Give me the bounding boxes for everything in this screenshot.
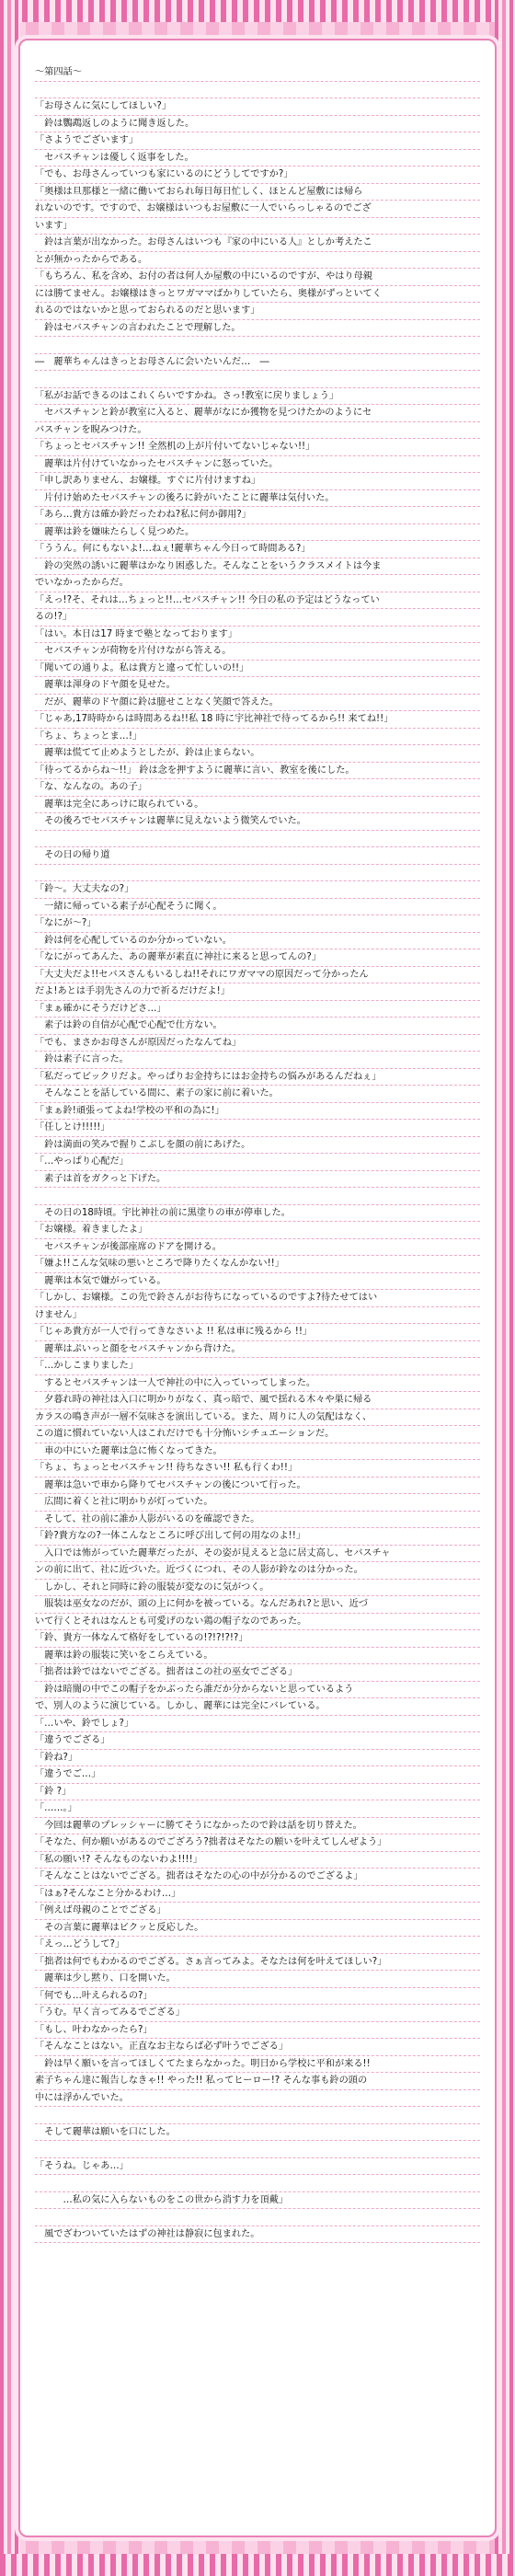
story-line: そして麗華は願いを口にした。	[35, 2124, 480, 2142]
story-line: けません」	[35, 1307, 480, 1325]
story-line: るの!?」	[35, 609, 480, 627]
story-line: 「でも、まさかお母さんが原因だったなんてね」	[35, 1035, 480, 1052]
story-line: います」	[35, 218, 480, 236]
story-line: 麗華は片付けていなかったセバスチャンに怒っていた。	[35, 456, 480, 474]
bottom-decorative-band	[0, 2554, 515, 2576]
blank-line	[35, 831, 480, 848]
story-line: 「お母さんに気にしてほしい?」	[35, 98, 480, 116]
story-line: 「ちょっとセバスチャン!! 全然机の上が片付いてないじゃない!!」	[35, 439, 480, 456]
story-line: 「えっ!?そ、それは…ちょっと!!…セバスチャン!! 今日の私の予定はどうなってい	[35, 592, 480, 610]
story-line: 「うむ。早く言ってみるでござる」	[35, 2005, 480, 2022]
story-line: 「なにがってあんた、あの麗華が素直に神社に来ると思ってんの?」	[35, 949, 480, 967]
story-line: 一緒に帰っている素子が心配そうに聞く。	[35, 899, 480, 916]
story-line: 車の中にいた麗華は急に怖くなってきた。	[35, 1443, 480, 1461]
story-line: 「違うでご…」	[35, 1766, 480, 1784]
story-line: ― 麗華ちゃんはきっとお母さんに会いたいんだ… ―	[35, 354, 480, 372]
story-line: 「奥様は旦那様と一緒に働いておられ毎日毎日忙しく、ほとんど屋敷には帰ら	[35, 184, 480, 201]
story-line: 中には浮かんでいた。	[35, 2090, 480, 2108]
story-line: 「鈴 ?」	[35, 1784, 480, 1801]
blank-line	[35, 337, 480, 354]
story-line: その日の18時頃。宇比神社の前に黒塗りの車が停車した。	[35, 1205, 480, 1223]
story-line: れるのではないかと思っておられるのだと思います」	[35, 303, 480, 320]
story-line: 鈴は素子に言った。	[35, 1052, 480, 1069]
story-line: 「そんなことはないでござる。拙者はそなたの心の中が分かるのでござるよ」	[35, 1869, 480, 1886]
story-line: 「私がお話できるのはこれくらいですかね。さっ!教室に戻りましょう」	[35, 388, 480, 406]
story-line: 「ちょ、ちょっとま…!」	[35, 729, 480, 746]
story-line: 麗華は完全にあっけに取られている。	[35, 797, 480, 814]
story-line: 「お嬢様。着きましたよ」	[35, 1222, 480, 1239]
story-line: 「じゃあ,17時時からは時間あるね!!私 18 時に宇比神社で待ってるから!! 来てね!!」	[35, 711, 480, 729]
story-line: 「なにが〜?」	[35, 915, 480, 933]
story-line: 「ちょ、ちょっとセバスチャン!! 待ちなさい!! 私も行くわ!!」	[35, 1460, 480, 1478]
story-line: 入口では怖がっていた麗華だったが、その姿が見えると急に居丈高し、セバスチャ	[35, 1546, 480, 1563]
story-line: 「大丈夫だよ!!セバスさんもいるしね!!それにワガママの原因だって分かったん	[35, 967, 480, 984]
story-line: するとセバスチャンは一人で神社の中に入っていってしまった。	[35, 1375, 480, 1393]
story-line: 服装は巫女なのだが、頭の上に何かを被っている。なんだあれ?と思い、近づ	[35, 1596, 480, 1614]
blank-line	[35, 1188, 480, 1205]
story-line: 鈴は鸚鵡返しのように聞き返した。	[35, 116, 480, 133]
story-line: その後ろでセバスチャンは麗華に見えないよう微笑んでいた。	[35, 813, 480, 831]
story-line: で、別人のように演じている。しかし、麗華には完全にバレている。	[35, 1698, 480, 1716]
story-line: 「違うでござる」	[35, 1732, 480, 1750]
story-line: 「ううん。何にもないよ!…ねぇ!麗華ちゃん今日って時間ある?」	[35, 541, 480, 558]
story-line: 鈴の突然の誘いに麗華はかなり困惑した。そんなことをいうクラスメイトは今ま	[35, 558, 480, 576]
story-line: 「…やっぱり心配だ」	[35, 1154, 480, 1171]
story-line: 麗華はぷいっと顔をセバスチャンから背けた。	[35, 1341, 480, 1359]
story-line: 「嫌よ!!こんな気味の悪いところで降りたくなんかない!!」	[35, 1256, 480, 1273]
blank-line	[35, 2175, 480, 2192]
left-decorative-stripe	[0, 0, 20, 2576]
story-line: 鈴は何を心配しているのか分かっていない。	[35, 933, 480, 950]
story-line: セバスチャンは優しく返事をした。	[35, 150, 480, 167]
story-line: この道に慣れていない人はこれだけでも十分怖いシチュエーションだ。	[35, 1426, 480, 1443]
story-line: 「鈴、貴方一体なんて格好をしているの!?!?!?!?」	[35, 1630, 480, 1648]
story-line: だよ!あとは手羽先さんの力で祈るだけだよ!」	[35, 983, 480, 1001]
story-line: その日の帰り道	[35, 847, 480, 865]
story-line: れないのです。ですので、お嬢様はいつもお屋敷に一人でいらっしゃるのでござ	[35, 201, 480, 218]
story-line: セバスチャンが後部座席のドアを開ける。	[35, 1239, 480, 1257]
story-line: 「私の願い!? そんなものないわよ!!!!」	[35, 1852, 480, 1869]
story-line: ンの前に出て、社に近づいた。近づくにつれ、その人影が鈴なのは分かった。	[35, 1562, 480, 1580]
story-line: 素子は首をガクっと下げた。	[35, 1171, 480, 1189]
story-line: 素子は鈴の自信が心配で心配で仕方ない。	[35, 1018, 480, 1035]
story-line: 「私だってビックリだよ。やっぱりお金持ちにはお金持ちの悩みがあるんだねぇ」	[35, 1069, 480, 1087]
story-line: そんなことを話している間に、素子の家に前に着いた。	[35, 1086, 480, 1103]
story-line: 「まぁ鈴!頑張ってよね!学校の平和の為に!」	[35, 1103, 480, 1121]
story-line: 「……。」	[35, 1800, 480, 1818]
blank-line	[35, 865, 480, 882]
story-line: …私の気に入らないものをこの世から消す力を頂戴」	[35, 2192, 480, 2210]
story-line: 麗華は鈴を嫌味たらしく見つめた。	[35, 524, 480, 542]
story-line: には勝てません。お嬢様はきっとワガママばかりしていたら、奥様がずっといてく	[35, 286, 480, 304]
story-line: 鈴は言葉が出なかった。お母さんはいつも『家の中にいる人』としか考えたこ	[35, 235, 480, 252]
story-line: 「聞いての通りよ。私は貴方と違って忙しいの!!」	[35, 661, 480, 678]
story-line: 麗華は急いで車から降りてセバスチャンの後について行った。	[35, 1478, 480, 1495]
blank-line	[35, 2141, 480, 2158]
story-line: 「もちろん、私を含め、お付の者は何人か屋敷の中にいるのですが、やはり母親	[35, 269, 480, 286]
story-line: とが無かったからである。	[35, 252, 480, 270]
story-line: 夕暮れ時の神社は入口に明かりがなく、真っ暗で、風で揺れる木々や巣に帰る	[35, 1392, 480, 1409]
story-line: 「拙者は鈴ではないでござる。拙者はこの社の巫女でござる」	[35, 1664, 480, 1682]
story-line: 「拙者は何でもわかるのでござる。さぁ言ってみよ。そなたは何を叶えてほしい?」	[35, 1954, 480, 1972]
story-line: 鈴は早く願いを言ってほしくてたまらなかった。明日から学校に平和が来る!!	[35, 2056, 480, 2074]
blank-line	[35, 2107, 480, 2124]
story-line: しかし、それと同時に鈴の服装が変なのに気がつく。	[35, 1580, 480, 1597]
story-line: 「えっ…どうして?」	[35, 1937, 480, 1954]
story-line: 鈴は満面の笑みで握りこぶしを顔の前にあげた。	[35, 1137, 480, 1155]
story-line: 鈴はセバスチャンの言われたことで理解した。	[35, 320, 480, 338]
story-line: 「そなた、何か願いがあるのでござろう?拙者はそなたの願いを叶えてしんぜよう」	[35, 1834, 480, 1852]
story-line: 「鈴ね?」	[35, 1750, 480, 1767]
story-line: 「でも、お母さんっていつも家にいるのにどうしてですか?」	[35, 167, 480, 184]
story-line: 「しかし、お嬢様。この先で鈴さんがお待ちになっているのですよ?待たせてはい	[35, 1290, 480, 1307]
story-line: 「はい。本日は17 時まで塾となっております」	[35, 627, 480, 644]
blank-line	[35, 82, 480, 99]
story-line: そして、社の前に誰か人影がいるのを確認できた。	[35, 1512, 480, 1529]
blank-line	[35, 2209, 480, 2226]
story-line: セバスチャンと鈴が教室に入ると、麗華がなにか獲物を見つけたかのようにセ	[35, 405, 480, 422]
story-line: 麗華は本気で嫌がっている。	[35, 1273, 480, 1291]
story-line: 素子ちゃん達に報告しなきゃ!! やった!! 私ってヒーロー!? そんな事も鈴の頭の	[35, 2073, 480, 2090]
story-line: 今回は麗華のプレッシャーに勝てそうになかったので鈴は話を切り替えた。	[35, 1818, 480, 1835]
story-line: だが、麗華のドヤ顔に鈴は臆せことなく笑顔で答えた。	[35, 695, 480, 712]
story-line: 「じゃあ貴方が一人で行ってきなさいよ !! 私は車に残るから !!」	[35, 1324, 480, 1341]
story-line: カラスの鳴き声が一層不気味さを演出している。また、周りに人の気配はなく、	[35, 1409, 480, 1427]
story-line: 麗華は渾身のドヤ顔を見せた。	[35, 677, 480, 695]
story-line: 「そんなことはない。正直なお主ならば必ず叶うでござる」	[35, 2039, 480, 2056]
story-line: 片付け始めたセバスチャンの後ろに鈴がいたことに麗華は気付いた。	[35, 490, 480, 508]
story-line: バスチャンを睨みつけた。	[35, 422, 480, 440]
story-line: 「鈴?貴方なの?一体こんなところに呼び出して何の用なのよ!!」	[35, 1528, 480, 1546]
story-line: 広間に着くと社に明かりが灯っていた。	[35, 1494, 480, 1512]
story-line: 「はぁ?そんなこと分かるわけ…」	[35, 1886, 480, 1903]
story-line: 「…かしこまりました」	[35, 1358, 480, 1375]
story-line: 「もし、叶わなかったら?」	[35, 2022, 480, 2040]
story-line: でいなかったからだ。	[35, 575, 480, 592]
story-line: 「さようでございます」	[35, 132, 480, 150]
story-line: 「鈴〜。大丈夫なの?」	[35, 881, 480, 899]
story-line: 麗華は鈴の服装に笑いをこらえている。	[35, 1648, 480, 1665]
story-line: 「…いや、鈴でしょ?」	[35, 1716, 480, 1733]
blank-line	[35, 371, 480, 388]
story-line: 風でざわついていたはずの神社は静寂に包まれた。	[35, 2226, 480, 2244]
story-line: 「そうね。じゃあ…」	[35, 2158, 480, 2176]
story-line: 「任しとけ!!!!!」	[35, 1120, 480, 1137]
story-line: 「あら…貴方は確か鈴だったわね?私に何か御用?」	[35, 507, 480, 524]
story-line: 麗華は慌てて止めようとしたが、鈴は止まらない。	[35, 745, 480, 763]
top-decorative-band	[0, 0, 515, 22]
story-line: 「まぁ確かにそうだけどさ…」	[35, 1001, 480, 1018]
right-decorative-stripe	[495, 0, 515, 2576]
story-line: 「申し訳ありません、お嬢様。すぐに片付けますね」	[35, 473, 480, 490]
story-line: 「例えば母親のことでござる」	[35, 1903, 480, 1920]
story-text	[18, 64, 497, 2243]
chapter-title: 〜第四話〜	[35, 64, 480, 82]
story-line: セバスチャンが荷物を片付けながら答える。	[35, 643, 480, 661]
story-line: その言葉に麗華はビクッと反応した。	[35, 1920, 480, 1938]
story-line: いて行くとそれはなんとも可愛げのない鶏の帽子なのであった。	[35, 1614, 480, 1631]
story-line: 「何でも…叶えられるの?」	[35, 1988, 480, 2006]
story-line: 「待ってるからね〜!!」 鈴は念を押すように麗華に言い、教室を後にした。	[35, 763, 480, 780]
story-line: 「な、なんなの。あの子」	[35, 779, 480, 797]
story-line: 麗華は少し黙り、口を開いた。	[35, 1971, 480, 1988]
story-line: 鈴は暗闇の中でこの帽子をかぶったら誰だか分からないと思っているよう	[35, 1682, 480, 1699]
